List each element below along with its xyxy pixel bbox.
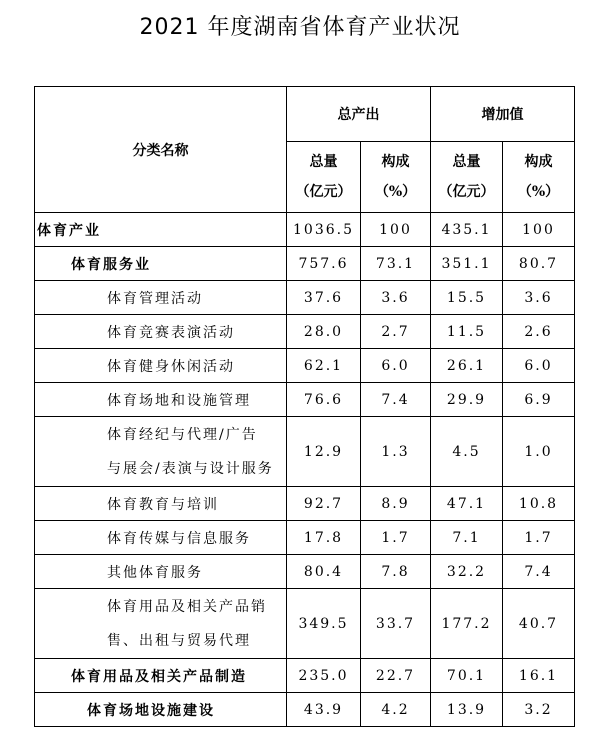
added-share-cell: 40.7: [503, 589, 575, 659]
table-row: [35, 383, 575, 417]
table-row: [35, 247, 575, 281]
output-share-unit: （%）: [374, 184, 417, 200]
table-row: [35, 281, 575, 315]
added-share-header: [503, 142, 575, 213]
table-row: [35, 555, 575, 589]
added-share-cell: 2.6: [503, 315, 575, 349]
added-share-cell: 1.0: [503, 417, 575, 487]
output-share-cell: 6.0: [361, 349, 431, 383]
output-share-cell: 2.7: [361, 315, 431, 349]
added-total-header: [431, 142, 503, 213]
row-name-line2: 与展会/表演与设计服务: [107, 460, 274, 477]
output-total-cell: 1036.5: [287, 213, 361, 247]
row-name-line2: 售、出租与贸易代理: [107, 632, 251, 649]
row-name: 体育健身休闲活动: [35, 349, 287, 383]
table-row: [35, 487, 575, 521]
added-total-cell: 32.2: [431, 555, 503, 589]
output-share-cell: 22.7: [361, 659, 431, 693]
table-row: [35, 213, 575, 247]
table-row: [35, 659, 575, 693]
row-name: 体育传媒与信息服务: [35, 521, 287, 555]
output-share-label: 构成: [381, 154, 410, 170]
row-name: 体育竞赛表演活动: [35, 315, 287, 349]
added-total-cell: 7.1: [431, 521, 503, 555]
added-share-cell: 10.8: [503, 487, 575, 521]
output-share-cell: 7.4: [361, 383, 431, 417]
added-total-cell: 435.1: [431, 213, 503, 247]
output-total-unit: （亿元）: [295, 184, 352, 200]
row-name: 体育服务业: [35, 247, 287, 281]
row-name: 其他体育服务: [35, 555, 287, 589]
output-total-cell: 80.4: [287, 555, 361, 589]
output-share-header: [361, 142, 431, 213]
table-row: [35, 315, 575, 349]
added-share-label: 构成: [524, 154, 553, 170]
row-name: 体育管理活动: [35, 281, 287, 315]
output-total-cell: 43.9: [287, 693, 361, 727]
added-total-cell: 26.1: [431, 349, 503, 383]
table-row: [35, 693, 575, 727]
added-total-cell: 47.1: [431, 487, 503, 521]
added-share-cell: 6.0: [503, 349, 575, 383]
added-total-cell: 351.1: [431, 247, 503, 281]
row-name: [35, 589, 287, 659]
output-share-cell: 100: [361, 213, 431, 247]
output-share-cell: 4.2: [361, 693, 431, 727]
output-total-cell: 28.0: [287, 315, 361, 349]
header-row-top: [35, 87, 575, 142]
output-share-cell: 7.8: [361, 555, 431, 589]
output-total-cell: 349.5: [287, 589, 361, 659]
added-total-cell: 177.2: [431, 589, 503, 659]
category-header: 分类名称: [35, 87, 287, 213]
output-total-cell: 12.9: [287, 417, 361, 487]
sports-industry-table: [34, 86, 575, 727]
output-total-header: [287, 142, 361, 213]
added-share-cell: 3.6: [503, 281, 575, 315]
row-name: 体育教育与培训: [35, 487, 287, 521]
row-name: [35, 417, 287, 487]
output-share-cell: 33.7: [361, 589, 431, 659]
added-share-cell: 80.7: [503, 247, 575, 281]
row-name: 体育场地和设施管理: [35, 383, 287, 417]
output-total-label: 总量: [309, 154, 338, 170]
added-share-cell: 7.4: [503, 555, 575, 589]
added-total-unit: （亿元）: [438, 184, 495, 200]
row-name: 体育场地设施建设: [35, 693, 287, 727]
output-total-cell: 76.6: [287, 383, 361, 417]
added-share-cell: 16.1: [503, 659, 575, 693]
table-row: [35, 589, 575, 659]
output-total-cell: 62.1: [287, 349, 361, 383]
output-group-header: 总产出: [287, 87, 431, 142]
added-total-cell: 29.9: [431, 383, 503, 417]
added-value-group-header: 增加值: [431, 87, 575, 142]
row-name: 体育产业: [35, 213, 287, 247]
table-row: [35, 417, 575, 487]
added-total-label: 总量: [452, 154, 481, 170]
added-total-cell: 4.5: [431, 417, 503, 487]
row-name-line1: 体育用品及相关产品销: [107, 598, 267, 615]
added-share-cell: 1.7: [503, 521, 575, 555]
output-total-cell: 17.8: [287, 521, 361, 555]
added-share-cell: 100: [503, 213, 575, 247]
added-share-unit: （%）: [517, 184, 560, 200]
added-total-cell: 11.5: [431, 315, 503, 349]
output-total-cell: 37.6: [287, 281, 361, 315]
output-share-cell: 1.7: [361, 521, 431, 555]
added-share-cell: 3.2: [503, 693, 575, 727]
page-title: 2021 年度湖南省体育产业状况: [139, 15, 461, 40]
added-total-cell: 13.9: [431, 693, 503, 727]
output-share-cell: 3.6: [361, 281, 431, 315]
output-total-cell: 235.0: [287, 659, 361, 693]
row-name-line1: 体育经纪与代理/广告: [107, 426, 258, 443]
output-share-cell: 1.3: [361, 417, 431, 487]
row-name: 体育用品及相关产品制造: [35, 659, 287, 693]
output-share-cell: 73.1: [361, 247, 431, 281]
added-total-cell: 15.5: [431, 281, 503, 315]
added-share-cell: 6.9: [503, 383, 575, 417]
added-total-cell: 70.1: [431, 659, 503, 693]
output-total-cell: 92.7: [287, 487, 361, 521]
table-row: [35, 521, 575, 555]
output-share-cell: 8.9: [361, 487, 431, 521]
output-total-cell: 757.6: [287, 247, 361, 281]
table-row: [35, 349, 575, 383]
